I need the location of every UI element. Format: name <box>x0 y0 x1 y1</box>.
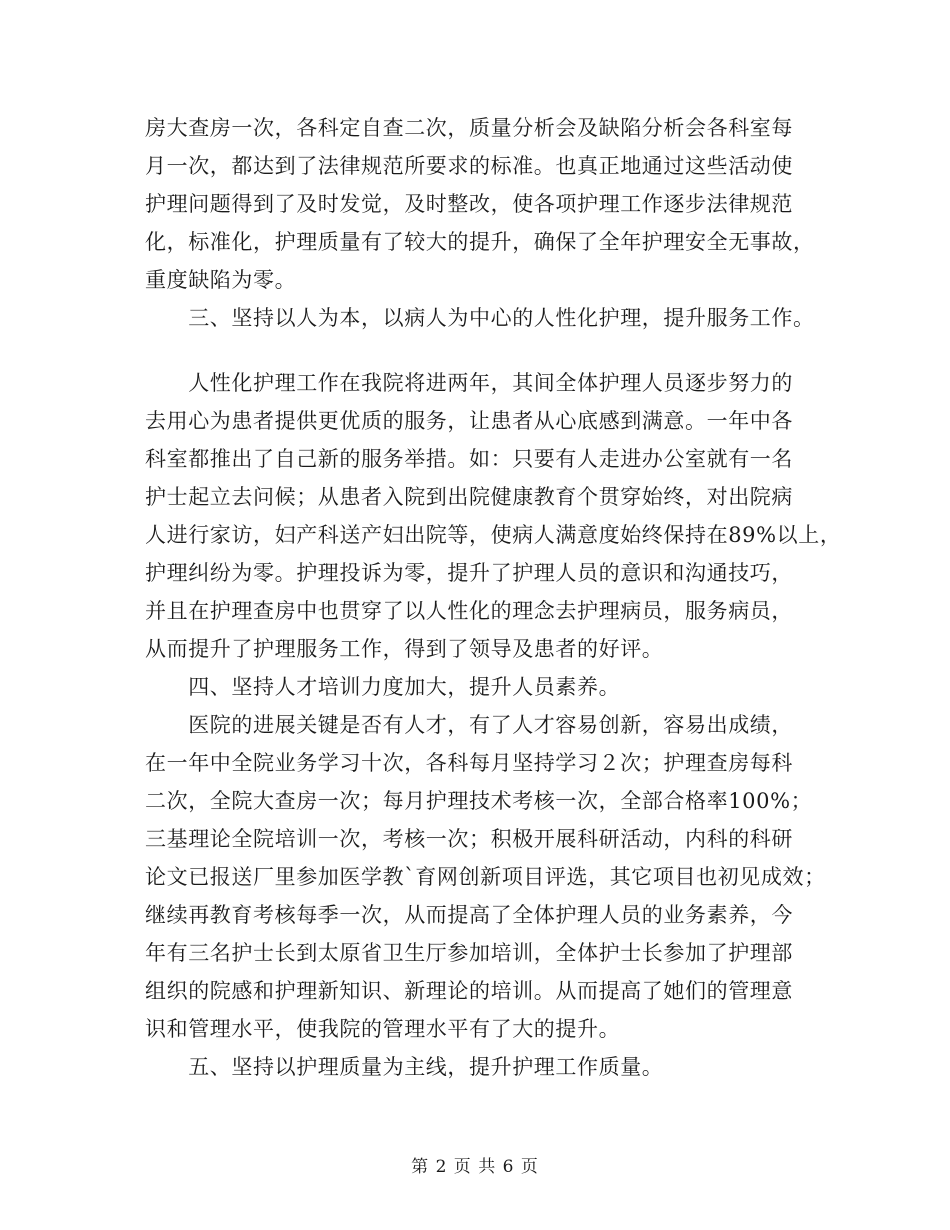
body-text-line: 化，标准化，护理质量有了较大的提升，确保了全年护理安全无事故， <box>145 230 815 254</box>
body-text-line: 医院的进展关键是否有人才，有了人才容易创新，容易出成绩， <box>145 713 793 737</box>
body-text-line: 人性化护理工作在我院将进两年，其间全体护理人员逐步努力的 <box>145 371 793 395</box>
body-text-line: 月一次，都达到了法律规范所要求的标准。也真正地通过这些活动使 <box>145 154 793 178</box>
body-text-line: 科室都推出了自己新的服务举措。如：只要有人走进办公室就有一名 <box>145 447 793 471</box>
body-text-line: 房大查房一次，各科定自查二次，质量分析会及缺陷分析会各科室每 <box>145 116 793 140</box>
page-footer: 第 2 页 共 6 页 <box>411 1157 539 1177</box>
body-text-line: 护理问题得到了及时发觉，及时整改，使各项护理工作逐步法律规范 <box>145 192 793 216</box>
body-text-line: 重度缺陷为零。 <box>145 268 297 292</box>
body-text-line: 组织的院感和护理新知识、新理论的培训。从而提高了她们的管理意 <box>145 979 793 1003</box>
body-text-line: 护士起立去问候；从患者入院到出院健康教育个贯穿始终，对出院病 <box>145 485 793 509</box>
section-heading-4: 四、坚持人才培训力度加大，提升人员素养。 <box>145 675 621 699</box>
body-text-line: 从而提升了护理服务工作，得到了领导及患者的好评。 <box>145 637 664 661</box>
section-heading-3: 三、坚持以人为本，以病人为中心的人性化护理，提升服务工作。 <box>145 306 815 330</box>
body-text-line: 识和管理水平，使我院的管理水平有了大的提升。 <box>145 1017 621 1041</box>
body-text-line: 去用心为患者提供更优质的服务，让患者从心底感到满意。一年中各 <box>145 409 793 433</box>
section-heading-5: 五、坚持以护理质量为主线，提升护理工作质量。 <box>145 1055 664 1079</box>
body-text-line: 年有三名护士长到太原省卫生厅参加培训，全体护士长参加了护理部 <box>145 941 793 965</box>
body-text-line: 论文已报送厂里参加医学教`育网创新项目评选，其它项目也初见成效； <box>145 865 826 889</box>
body-text-line: 并且在护理查房中也贯穿了以人性化的理念去护理病员，服务病员， <box>145 599 793 623</box>
body-text-line: 继续再教育考核每季一次，从而提高了全体护理人员的业务素养，今 <box>145 903 793 927</box>
body-text-line: 在一年中全院业务学习十次，各科每月坚持学习２次；护理查房每科 <box>145 751 793 775</box>
body-text-line: 人进行家访，妇产科送产妇出院等，使病人满意度始终保持在89%以上， <box>145 523 842 547</box>
body-text-line: 护理纠纷为零。护理投诉为零，提升了护理人员的意识和沟通技巧， <box>145 561 793 585</box>
body-text-line: 三基理论全院培训一次，考核一次；积极开展科研活动，内科的科研 <box>145 827 793 851</box>
body-text-line: 二次，全院大查房一次；每月护理技术考核一次，全部合格率100%； <box>145 789 813 813</box>
